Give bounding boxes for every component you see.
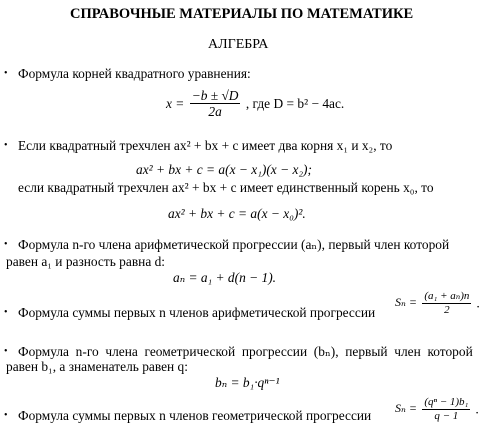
bullet-icon: • xyxy=(4,239,8,250)
item-text: Формула суммы первых n членов арифметической прогрессии xyxy=(18,305,376,320)
fraction-numerator: (qⁿ − 1)b₁ xyxy=(424,396,469,408)
formula-tail: . xyxy=(476,295,481,311)
item-text: равен a₁ и разность равна d: xyxy=(6,254,166,269)
page-title: СПРАВОЧНЫЕ МАТЕРИАЛЫ ПО МАТЕМАТИКЕ xyxy=(70,6,414,22)
bullet-icon: • xyxy=(4,410,8,421)
fraction-denominator: 2 xyxy=(444,303,450,316)
fraction xyxy=(422,290,471,316)
fraction xyxy=(190,88,241,120)
formula-arith-sum xyxy=(395,290,480,316)
item-text: Формула корней квадратного уравнения: xyxy=(18,66,251,81)
bullet-icon: • xyxy=(4,140,8,151)
item-text: Если квадратный трехчлен ax² + bx + c имеет два корня x₁ и x₂, то xyxy=(18,138,393,153)
section-title: АЛГЕБРА xyxy=(208,37,269,52)
formula-tail: , где D = b² − 4ac. xyxy=(245,96,345,112)
bullet-icon: • xyxy=(4,307,8,318)
fraction-denominator: 2a xyxy=(208,104,222,120)
formula-factor-one-root: ax² + bx + c = a(x − x₀)². xyxy=(168,206,306,221)
formula-geom-sum xyxy=(395,396,479,422)
fraction-numerator: −b ± √D xyxy=(191,88,239,103)
fraction xyxy=(422,396,470,422)
formula-lhs: Sₙ = xyxy=(395,401,417,416)
formula-arith-nth: aₙ = a₁ + d(n − 1). xyxy=(173,270,277,285)
item-text: Формула n-го члена арифметической прогрессии (aₙ), первый член которой xyxy=(18,237,450,252)
formula-lhs: x = xyxy=(166,96,185,112)
item-text: Формула n-го члена геометрической прогрессии (bₙ), первый член которой xyxy=(18,344,473,359)
item-text: Формула суммы первых n членов геометрической прогрессии xyxy=(18,408,372,423)
formula-lhs: Sₙ = xyxy=(395,295,417,310)
fraction-denominator: q − 1 xyxy=(434,409,459,422)
bullet-icon: • xyxy=(4,68,8,79)
item-text: если квадратный трехчлен ax² + bx + c имеет единственный корень x₀, то xyxy=(18,180,434,195)
bullet-icon: • xyxy=(4,346,8,357)
formula-quadratic xyxy=(166,88,344,120)
formula-geom-nth: bₙ = b₁·qⁿ⁻¹ xyxy=(215,375,280,390)
fraction-numerator: (a₁ + aₙ)n xyxy=(424,290,470,302)
formula-factor-two-roots: ax² + bx + c = a(x − x₁)(x − x₂); xyxy=(136,162,312,177)
item-text: равен b₁, а знаменатель равен q: xyxy=(6,359,188,374)
formula-tail: . xyxy=(475,401,480,417)
